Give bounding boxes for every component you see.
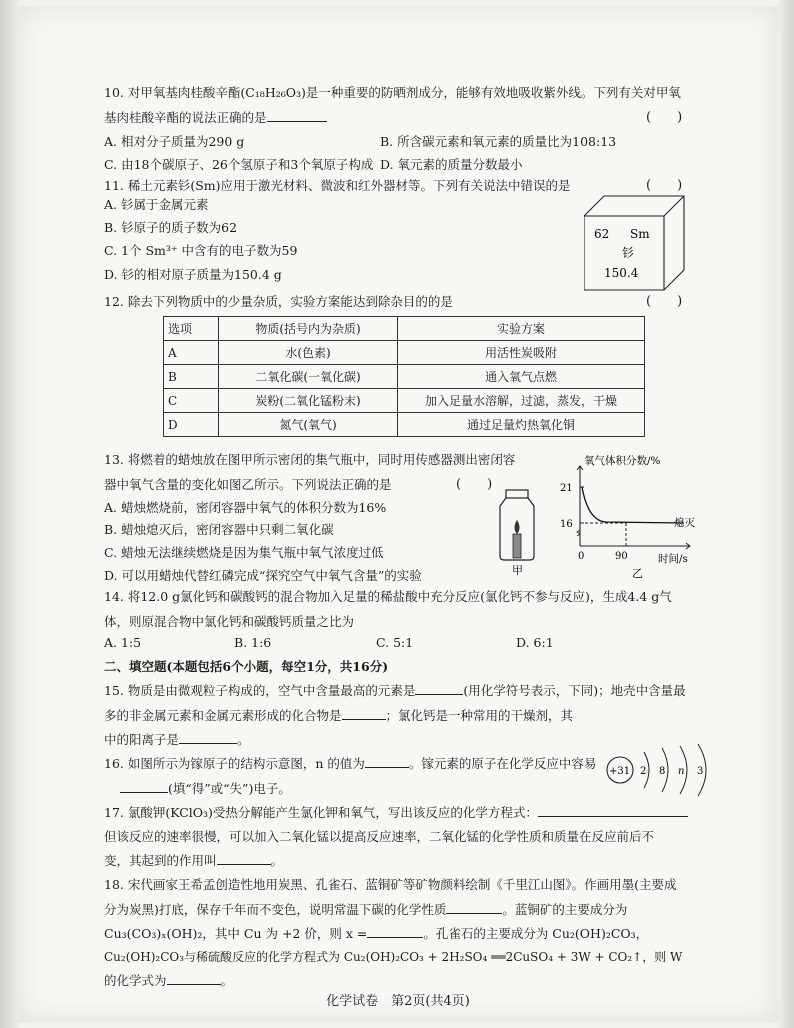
shell-electrons: 8 — [659, 766, 666, 777]
table-cell-substance: 水(色素) — [219, 341, 398, 365]
element-name: 钐 — [622, 246, 635, 260]
q18-line4: Cu₂(OH)₂CO₃与稀硫酸反应的化学方程式为 Cu₂(OH)₂CO₃ + 2H₂SO₄ ══2CuSO₄ + 3W + CO₂↑，则 W — [104, 950, 683, 964]
q17-line3-b: 。 — [270, 853, 284, 868]
table-header-option: 选项 — [164, 317, 219, 341]
q10-blank — [267, 121, 327, 122]
table-header-row — [164, 317, 645, 341]
table-row — [164, 413, 645, 437]
q11-option-c: C. 1个 Sm³⁺ 中含有的电子数为59 — [104, 243, 298, 258]
table-cell-method: 用活性炭吸附 — [398, 341, 645, 365]
element-atomic-mass: 150.4 — [604, 266, 639, 280]
q17-line1-text: 17. 氯酸钾(KClO₃)受热分解能产生氯化钾和氧气，写出该反应的化学方程式： — [104, 805, 538, 820]
q18-blank-3[interactable] — [167, 984, 221, 985]
q15-line3-b: 。 — [237, 732, 250, 747]
scan-edge-right — [778, 0, 794, 1028]
q10-answer-paren[interactable]: ( ) — [646, 110, 683, 125]
q11-stem: 11. 稀土元素钐(Sm)应用于激光材料、微波和红外器材等。下列有关说法中错误的是 — [104, 178, 571, 193]
table-cell-substance: 氮气(氧气) — [219, 413, 398, 437]
q14-line2: 体，则原混合物中氯化钙和碳酸钙质量之比为 — [104, 614, 355, 629]
table-cell-option: A — [164, 341, 219, 365]
table-cell-option: B — [164, 365, 219, 389]
table-cell-substance: 炭粉(二氧化锰粉末) — [219, 389, 398, 413]
q17-line2: 但该反应的速率很慢，可以加入二氧化锰以提高反应速率，二氧化锰的化学性质和质量在反应前后不 — [104, 829, 655, 844]
q18-line3-a: Cu₃(CO₃)ₓ(OH)₂，其中 Cu 为 +2 价，则 x = — [104, 926, 368, 941]
q14-option-b: B. 1:6 — [234, 635, 272, 650]
q16-blank-1[interactable] — [365, 767, 409, 768]
q14-option-a: A. 1:5 — [104, 635, 142, 650]
q18-blank-1[interactable] — [446, 913, 502, 914]
table-header-method: 实验方案 — [398, 317, 645, 341]
q12-options-table — [163, 316, 645, 437]
chart-y-tick: 16 — [560, 519, 573, 530]
table-cell-method: 通过足量灼热氧化铜 — [398, 413, 645, 437]
shell-electrons: 2 — [640, 766, 647, 777]
element-atomic-number: 62 — [594, 227, 610, 241]
q14-line1: 14. 将12.0 g氯化钙和碳酸钙的混合物加入足量的稀盐酸中充分反应(氯化钙不参与反应)，生成4.4 g气 — [104, 589, 672, 604]
table-row — [164, 341, 645, 365]
chart-annotation-extinguished: 熄灭 — [674, 517, 695, 529]
table-row — [164, 365, 645, 389]
nucleus-charge: +31 — [609, 766, 631, 777]
chart-x-axis-label: 时间/s — [658, 553, 688, 565]
element-symbol: Sm — [630, 227, 650, 241]
q10-option-a: A. 相对分子质量为290 g — [104, 134, 245, 149]
q15-line2-b: ；氯化钙是一种常用的干燥剂，其 — [385, 708, 574, 723]
q15-blank-2[interactable] — [342, 719, 386, 720]
q13-option-c: C. 蜡烛无法继续燃烧是因为集气瓶中氧气浓度过低 — [104, 545, 384, 560]
table-cell-option: C — [164, 389, 219, 413]
q15-blank-3[interactable] — [179, 743, 237, 744]
q13-option-b: B. 蜡烛熄灭后，密闭容器中只剩二氧化碳 — [104, 522, 334, 537]
q16-line1-b: 。镓元素的原子在化学反应中容易 — [408, 756, 597, 771]
gallium-atom-structure — [604, 744, 728, 802]
q17-blank-1[interactable] — [538, 816, 688, 817]
q15-blank-1[interactable] — [415, 694, 463, 695]
q10-line2-text: 基肉桂酸辛酯的说法正确的是 — [104, 110, 267, 125]
q15-line3-a: 中的阳离子是 — [104, 732, 180, 747]
samarium-element-card — [584, 194, 694, 294]
q17-blank-2[interactable] — [217, 864, 271, 865]
q16-line1 — [104, 751, 647, 777]
q12-stem: 12. 除去下列物质中的少量杂质，实验方案能达到除杂目的的是 — [104, 294, 453, 309]
q11-answer-paren[interactable]: ( ) — [646, 178, 683, 193]
chart-oxygen-curve — [582, 487, 684, 523]
q10-option-d: D. 氧元素的质量分数最小 — [380, 157, 523, 172]
q10-option-c: C. 由18个碳原子、26个氢原子和3个氧原子构成 — [104, 157, 374, 172]
q15-line3 — [104, 727, 684, 752]
q16-line1-a: 16. 如图所示为镓原子的结构示意图，n 的值为 — [104, 756, 365, 771]
shell-electrons: 3 — [697, 766, 704, 777]
chart-x-tick: 0 — [578, 551, 585, 562]
q15-line1 — [104, 678, 744, 703]
figure-jia-label: 甲 — [512, 564, 523, 577]
scan-edge-left — [0, 0, 18, 1028]
q17-line3-a: 变，其起到的作用叫 — [104, 853, 217, 868]
q16-line2 — [104, 776, 684, 801]
q15-line1-a: 15. 物质是由微观粒子构成的，空气中含量最高的元素是 — [104, 683, 416, 698]
table-cell-option: D — [164, 413, 219, 437]
q15-line2 — [104, 703, 744, 728]
q13-answer-paren[interactable]: ( ) — [456, 477, 493, 492]
q14-option-d: D. 6:1 — [516, 635, 554, 650]
q13-option-d: D. 可以用蜡烛代替红磷完成“探究空气中氧气含量”的实验 — [104, 568, 422, 583]
page-footer: 化学试卷 第2页(共4页) — [326, 994, 470, 1009]
table-cell-method: 通入氧气点燃 — [398, 365, 645, 389]
q18-blank-2[interactable] — [367, 937, 423, 938]
q13-line2: 器中氧气含量的变化如图乙所示。下列说法正确的是 — [104, 477, 392, 492]
q18-line2-a: 分为炭黑)打底，保存千年而不变色，说明常温下碳的化学性质 — [104, 902, 447, 917]
q10-line1: 10. 对甲氧基肉桂酸辛酯(C₁₈H₂₆O₃)是一种重要的防晒剂成分，能够有效地吸收紫外线。下列有关对甲氧 — [104, 85, 681, 100]
q13-line1: 13. 将燃着的蜡烛放在图甲所示密闭的集气瓶中，同时用传感器测出密闭容 — [104, 452, 516, 467]
q18-line5-a: 的化学式为 — [104, 973, 167, 988]
chart-y-axis-label: 氧气体积分数/% — [584, 455, 661, 467]
section-2-heading: 二、填空题(本题包括6个小题，每空1分，共16分) — [104, 659, 389, 674]
q16-blank-2[interactable] — [120, 792, 168, 793]
q11-option-b: B. 钐原子的质子数为62 — [104, 220, 238, 235]
q11-option-d: D. 钐的相对原子质量为150.4 g — [104, 267, 282, 282]
table-row — [164, 389, 645, 413]
q18-line1: 18. 宋代画家王希孟创造性地用炭黑、孔雀石、蓝铜矿等矿物颜料绘制《千里江山图》。作画用墨(主要成 — [104, 877, 677, 892]
q18-line5-b: 。 — [220, 973, 234, 988]
chart-x-tick: 90 — [615, 551, 628, 562]
oxygen-chart — [558, 446, 708, 582]
q13-option-a: A. 蜡烛燃烧前，密闭容器中氧气的体积分数为16% — [104, 500, 387, 515]
q10-line2 — [104, 105, 684, 130]
shell-electrons: n — [678, 766, 685, 777]
candle-jar-figure — [492, 486, 552, 578]
q14-option-c: C. 5:1 — [376, 635, 414, 650]
q15-line2-a: 多的非金属元素和金属元素形成的化合物是 — [104, 708, 342, 723]
q18-line3 — [104, 921, 744, 946]
figure-yi-label: 乙 — [632, 567, 643, 580]
q10-option-b: B. 所含碳元素和氧元素的质量比为108:13 — [380, 134, 617, 149]
q18-line2-b: 。蓝铜矿的主要成分为 — [502, 902, 628, 917]
q12-answer-paren[interactable]: ( ) — [646, 294, 683, 309]
q18-line2 — [104, 897, 744, 922]
q11-option-a: A. 钐属于金属元素 — [104, 197, 209, 212]
table-cell-method: 加入足量水溶解，过滤，蒸发，干燥 — [398, 389, 645, 413]
chart-y-tick: 21 — [560, 483, 573, 494]
table-cell-substance: 二氧化碳(一氧化碳) — [219, 365, 398, 389]
q18-line3-b: 。孔雀石的主要成分为 Cu₂(OH)₂CO₃， — [423, 926, 649, 941]
table-header-substance: 物质(括号内为杂质) — [219, 317, 398, 341]
q17-line1 — [104, 800, 744, 825]
exam-page — [18, 6, 778, 1022]
q17-line3 — [104, 848, 684, 873]
q15-line1-b: (用化学符号表示，下同)；地壳中含量最 — [463, 683, 686, 698]
q16-line2-b: (填“得”或“失”)电子。 — [168, 781, 291, 796]
